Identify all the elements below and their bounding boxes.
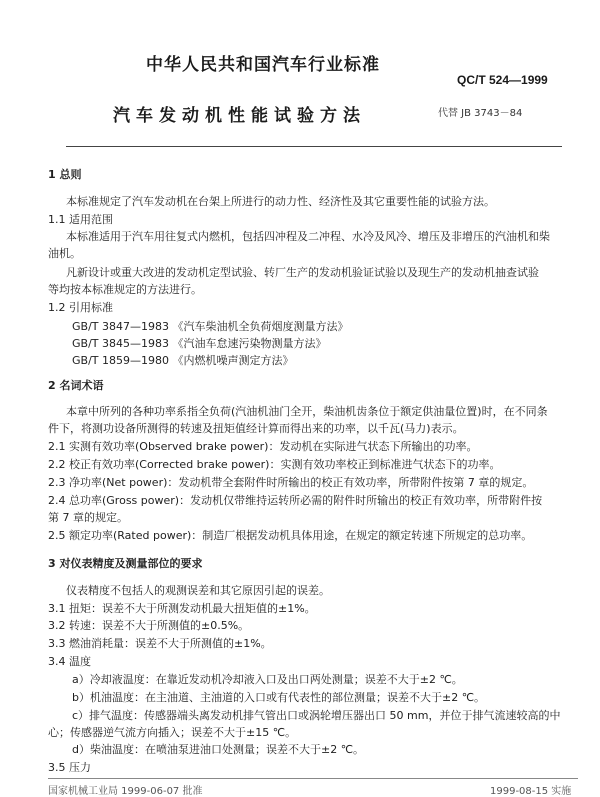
clause-1-1-heading: 1.1 适用范围 (48, 213, 113, 226)
temperature-item: a）冷却液温度：在靠近发动机冷却液入口及出口两处测量；误差不大于±2 ℃。 (72, 673, 463, 686)
body-line: 仪表精度不包括人的观测误差和其它原因引起的误差。 (66, 584, 330, 597)
approval-date: 国家机械工业局 1999-06-07 批准 (48, 786, 203, 797)
body-line: 本标准规定了汽车发动机在台架上所进行的动力性、经济性及其它重要性能的试验方法。 (66, 195, 495, 208)
requirement-line: 3.1 扭矩：误差不大于所测发动机最大扭矩值的±1%。 (48, 602, 316, 615)
temperature-item: c）排气温度：传感器端头离发动机排气管出口或涡轮增压器出口 50 mm，并位于排气流速较高的中 (72, 709, 561, 722)
clause-3-4-heading: 3.4 温度 (48, 655, 91, 668)
temperature-item: d）柴油温度：在喷油泵进油口处测量；误差不大于±2 ℃。 (72, 743, 365, 756)
footer-divider (48, 778, 578, 779)
referenced-standard: GB/T 3845—1983 《汽油车怠速污染物测量方法》 (72, 337, 327, 350)
body-line: 凡新设计或重大改进的发动机定型试验、转厂生产的发动机验证试验以及现生产的发动机抽查试验 (66, 266, 539, 279)
section-1-heading: 1 总则 (48, 168, 82, 181)
implementation-date: 1999-08-15 实施 (490, 786, 572, 797)
body-line: 件下，将测功设备所测得的转速及扭矩值经计算而得出来的功率，以千瓦(马力)表示。 (48, 422, 464, 435)
term-definition: 2.3 净功率(Net power)：发动机带全套附件时所输出的校正有效功率，所带附件按第 7 章的规定。 (48, 476, 534, 489)
body-line: 第 7 章的规定。 (48, 511, 128, 524)
document-title: 汽车发动机性能试验方法 (113, 106, 366, 126)
replaces-standard: 代替 JB 3743－84 (438, 108, 523, 119)
temperature-item: b）机油温度：在主油道、主油道的入口或有代表性的部位测量；误差不大于±2 ℃。 (72, 691, 486, 704)
term-definition: 2.4 总功率(Gross power)：发动机仅带维持运转所必需的附件时所输出的校正有效功率，所带附件按 (48, 494, 543, 507)
temperature-item: 心；传感器逆气流方向插入；误差不大于±15 ℃。 (48, 726, 297, 739)
section-2-heading: 2 名词术语 (48, 379, 104, 392)
referenced-standard: GB/T 1859—1980 《内燃机噪声测定方法》 (72, 354, 294, 367)
header-divider (66, 146, 562, 147)
body-line: 本标准适用于汽车用往复式内燃机，包括四冲程及二冲程、水冷及风冷、增压及非增压的汽油机和柴 (66, 230, 550, 243)
requirement-line: 3.2 转速：误差不大于所测值的±0.5%。 (48, 619, 250, 632)
requirement-line: 3.3 燃油消耗量：误差不大于所测值的±1%。 (48, 637, 272, 650)
body-line: 本章中所列的各种功率系指全负荷(汽油机油门全开，柴油机齿条位于额定供油量位置)时，在不同条 (66, 405, 548, 418)
body-line: 等均按本标准规定的方法进行。 (48, 283, 202, 296)
referenced-standard: GB/T 3847—1983 《汽车柴油机全负荷烟度测量方法》 (72, 320, 349, 333)
term-definition: 2.1 实测有效功率(Observed brake power)：发动机在实际进气状态下所输出的功率。 (48, 440, 478, 453)
term-definition: 2.2 校正有效功率(Corrected brake power)：实测有效功率校正到标准进气状态下的功率。 (48, 458, 501, 471)
standard-code: QC/T 524—1999 (457, 73, 548, 87)
issuing-organization: 中华人民共和国汽车行业标准 (146, 55, 380, 75)
clause-1-2-heading: 1.2 引用标准 (48, 301, 113, 314)
section-3-heading: 3 对仪表精度及测量部位的要求 (48, 557, 203, 570)
body-line: 油机。 (48, 247, 81, 260)
term-definition: 2.5 额定功率(Rated power)：制造厂根据发动机具体用途，在规定的额定转速下所规定的总功率。 (48, 529, 533, 542)
clause-3-5-heading: 3.5 压力 (48, 761, 91, 774)
